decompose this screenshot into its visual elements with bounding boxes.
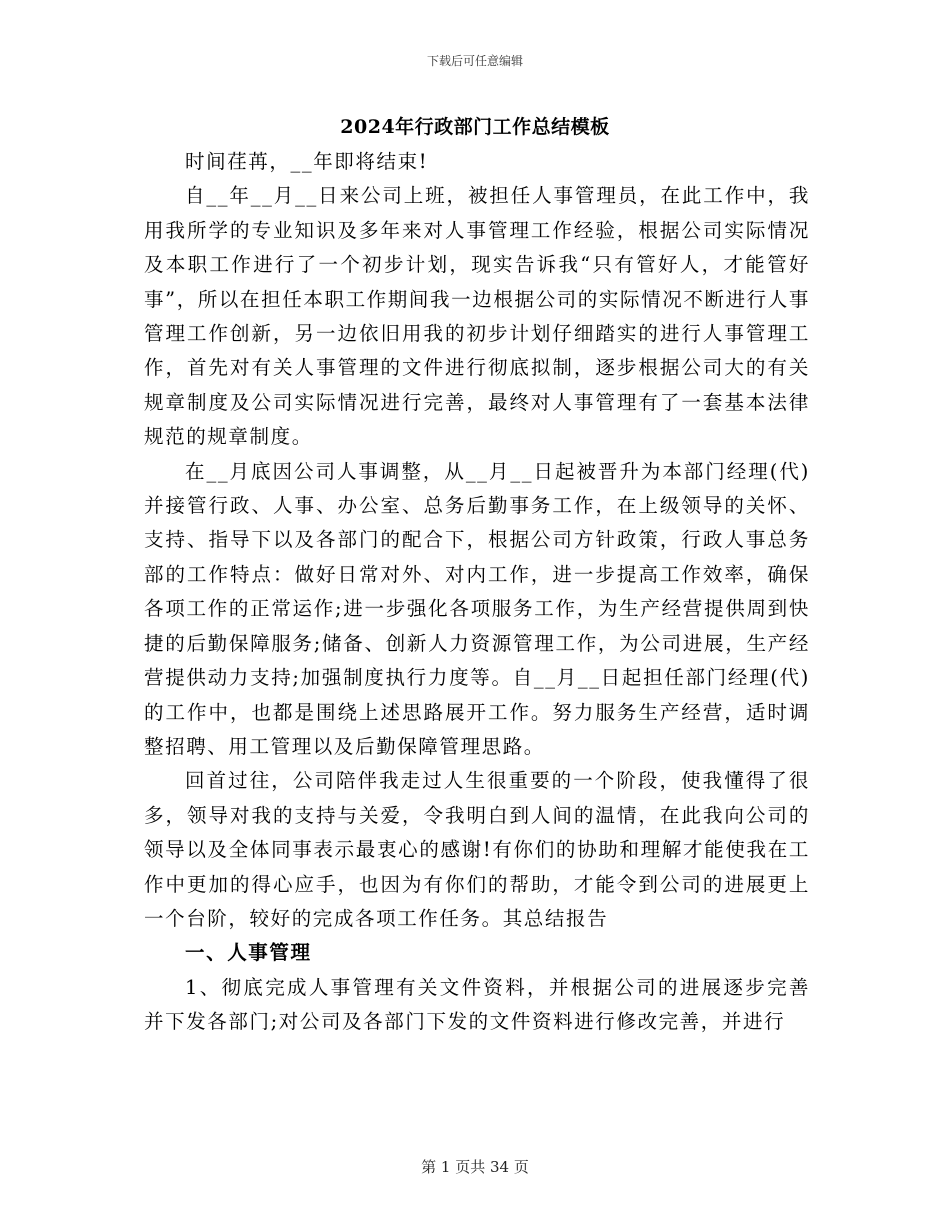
page-number: 第 1 页共 34 页 [421,1158,529,1176]
paragraph-intro: 自__年__月__日来公司上班，被担任人事管理员，在此工作中，我用我所学的专业知识及多年来对人事管理工作经验，根据公司实际情况及本职工作进行了一个初步计划，现实告诉我“只有管好人，才能管好事”，所以在担任本职工作期间我一边根据公司的实际情况不断进行人事管理工作创新，另一边依旧用我的初步计划仔细踏实的进行人事管理工作，首先对有关人事管理的文件进行彻底拟制，逐步根据公司大的有关规章制度及公司实际情况进行完善，最终对人事管理有了一套基本法律规范的规章制度。 [144,184,810,449]
document-title: 2024年行政部门工作总结模板 [340,116,610,138]
paragraph-gratitude: 回首过往，公司陪伴我走过人生很重要的一个阶段，使我懂得了很多，领导对我的支持与关爱，令我明白到人间的温情，在此我向公司的领导以及全体同事表示最衷心的感谢!有你们的协助和理解才能使我在工作中更加的得心应手，也因为有你们的帮助，才能令到公司的进展更上一个台阶，较好的完成各项工作任务。其总结报告 [144,769,810,930]
paragraph-section-1: 1、彻底完成人事管理有关文件资料，并根据公司的进展逐步完善并下发各部门;对公司及各部门下发的文件资料进行修改完善，并进行 [144,975,810,1034]
paragraph-promotion: 在__月底因公司人事调整，从__月__日起被晋升为本部门经理(代)并接管行政、人事、办公室、总务后勤事务工作，在上级领导的关怀、支持、指导下以及各部门的配合下，根据公司方针政策，行政人事总务部的工作特点：做好日常对外、对内工作，进一步提高工作效率，确保各项工作的正常运作;进一步强化各项服务工作，为生产经营提供周到快捷的后勤保障服务;储备、创新人力资源管理工作，为公司进展，生产经营提供动力支持;加强制度执行力度等。自__月__日起担任部门经理(代)的工作中，也都是围绕上述思路展开工作。努力服务生产经营，适时调整招聘、用工管理以及后勤保障管理思路。 [144,459,810,758]
section-heading-hr: 一、人事管理 [185,941,312,965]
page-header-note: 下载后可任意编辑 [426,54,523,68]
paragraph-opening: 时间荏苒，__年即将结束! [185,150,429,173]
document-body [144,145,810,1040]
